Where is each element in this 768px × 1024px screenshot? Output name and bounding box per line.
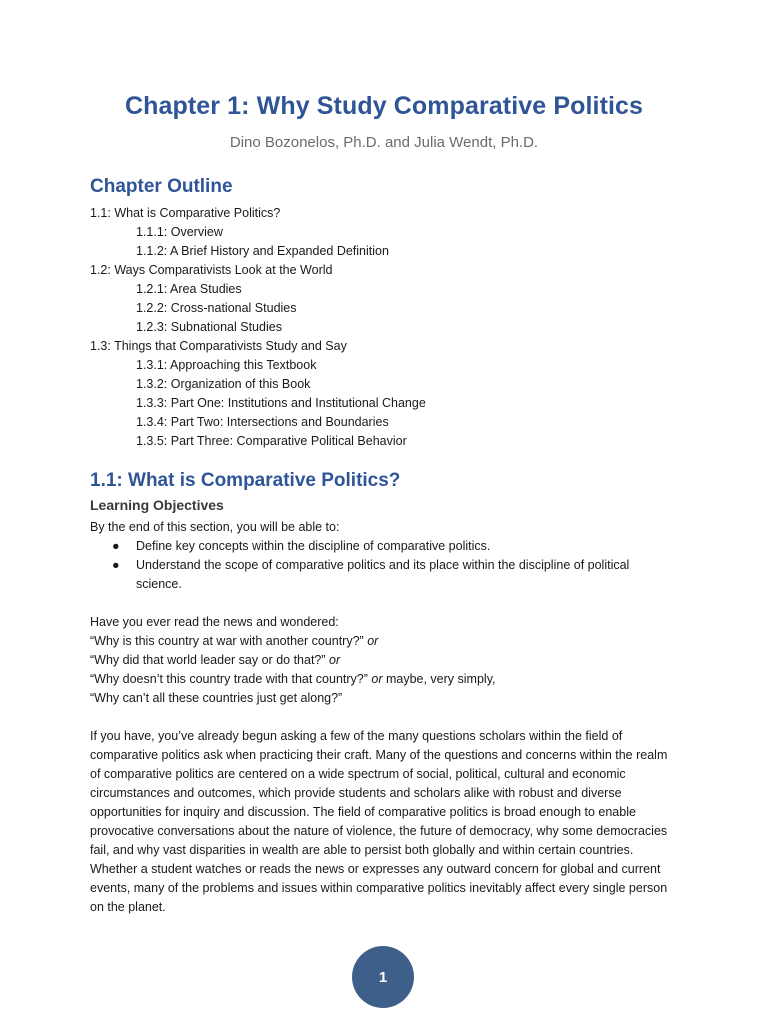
learning-objectives-heading: Learning Objectives <box>90 497 224 513</box>
outline-item: 1.3.2: Organization of this Book <box>136 377 311 391</box>
outline-item: 1.3.4: Part Two: Intersections and Boundaries <box>136 415 389 429</box>
outline-item: 1.3.3: Part One: Institutions and Institutional Change <box>136 396 426 410</box>
outline-item: 1.1.2: A Brief History and Expanded Definition <box>136 244 389 258</box>
body-paragraph: If you have, you’ve already begun asking a few of the many questions scholars within the field of comparative politics ask when practicing their craft. Many of the questions and concerns within the realm of comparative politics are centered on a wide spectrum of social, political, cultural and economic circumstances and outcomes, which provide students and scholars alike with robust and diverse opportunities for inquiry and discussion. The field of comparative politics is broad enough to enable provocative conversations about the nature of violence, the future of democracy, why some democracies fail, and why vast disparities in wealth are able to persist both globally and within certain countries. Whether a student watches or reads the news or expresses any outward concern for global and current events, many of the problems and issues within comparative politics inevitably affect every single person on the planet. <box>90 729 668 914</box>
outline-item: 1.2.3: Subnational Studies <box>136 320 282 334</box>
list-item <box>90 537 650 556</box>
question-connector: or <box>325 653 341 667</box>
outline-heading: Chapter Outline <box>90 176 233 197</box>
outline-item: 1.2.2: Cross-national Studies <box>136 301 297 315</box>
question-connector: or <box>363 634 379 648</box>
question-suffix: maybe, very simply, <box>382 672 496 686</box>
bullet-icon: ● <box>112 539 120 553</box>
question-text: “Why doesn’t this country trade with that country?” <box>90 672 368 686</box>
outline-item: 1.3: Things that Comparativists Study and Say <box>90 339 347 353</box>
page-number-badge: 1 <box>352 946 414 1008</box>
questions-block <box>90 613 690 708</box>
objective-text: Understand the scope of comparative politics and its place within the discipline of political science. <box>136 558 630 591</box>
question-line <box>90 689 690 708</box>
chapter-authors: Dino Bozonelos, Ph.D. and Julia Wendt, Ph.D. <box>229 134 539 151</box>
outline-item: 1.3.5: Part Three: Comparative Political Behavior <box>136 434 407 448</box>
question-connector: or <box>367 672 383 686</box>
question-line <box>90 632 690 651</box>
outline-item: 1.3.1: Approaching this Textbook <box>136 358 317 372</box>
learning-objectives-list <box>90 537 650 594</box>
question-text: “Why did that world leader say or do that?” <box>90 653 326 667</box>
chapter-title: Chapter 1: Why Study Comparative Politics <box>124 92 644 120</box>
question-line <box>90 670 690 689</box>
question-text: “Why is this country at war with another country?” <box>90 634 364 648</box>
outline-item: 1.1: What is Comparative Politics? <box>90 206 281 220</box>
learning-objectives-intro: By the end of this section, you will be able to: <box>90 520 340 534</box>
questions-intro: Have you ever read the news and wondered: <box>90 615 339 629</box>
list-item <box>90 556 650 594</box>
bullet-icon: ● <box>112 558 120 572</box>
chapter-outline <box>90 204 690 451</box>
outline-item: 1.1.1: Overview <box>136 225 223 239</box>
outline-item: 1.2.1: Area Studies <box>136 282 242 296</box>
question-text: “Why can’t all these countries just get along?” <box>90 691 343 705</box>
question-line <box>90 651 690 670</box>
outline-item: 1.2: Ways Comparativists Look at the World <box>90 263 333 277</box>
objective-text: Define key concepts within the discipline of comparative politics. <box>136 539 491 553</box>
section-heading: 1.1: What is Comparative Politics? <box>90 470 401 491</box>
